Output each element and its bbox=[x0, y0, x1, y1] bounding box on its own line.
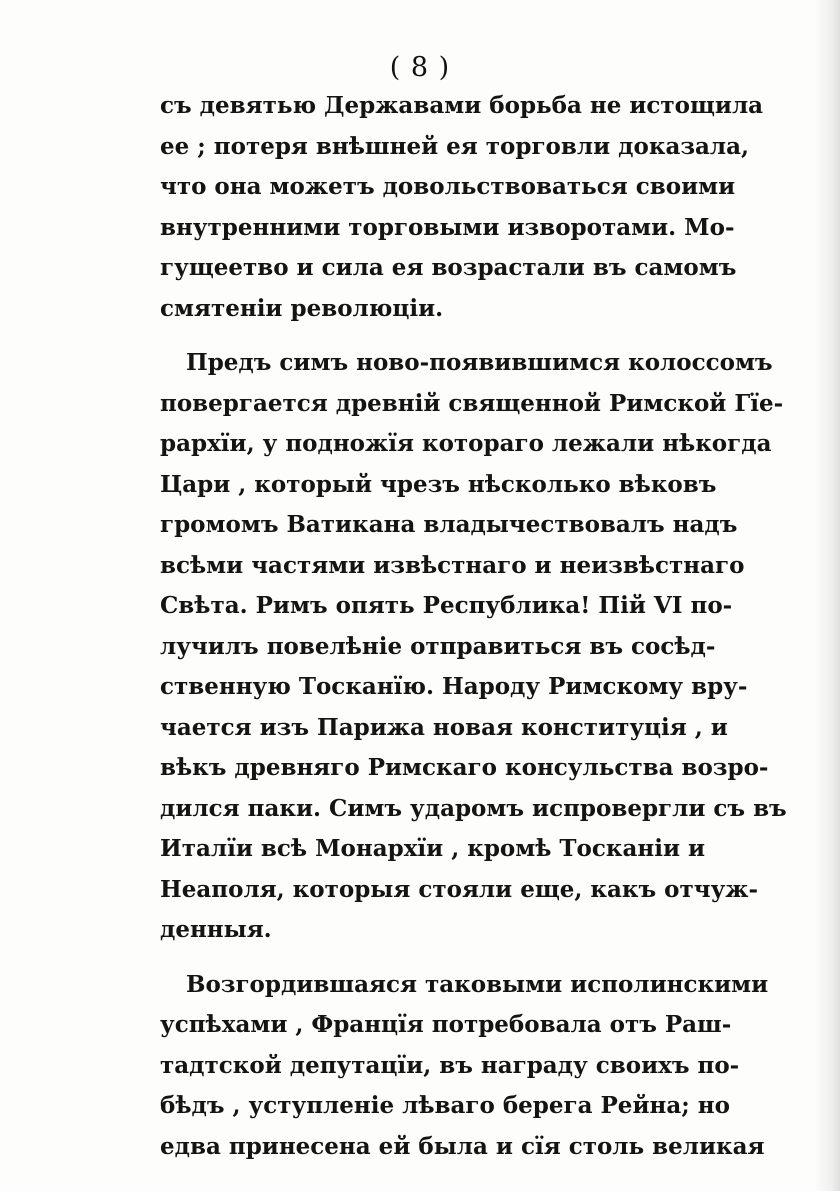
text-line: Возгордившаяся таковыми исполинскими bbox=[186, 970, 769, 998]
text-line: денныя. bbox=[160, 916, 272, 943]
page-edge-shadow bbox=[814, 0, 840, 1191]
paragraph bbox=[160, 86, 764, 329]
text-line: успѣхами , Францїя потребовала отъ Раш- bbox=[160, 1011, 732, 1038]
text-line: съ девятью Державами борьба не истощила bbox=[160, 92, 764, 119]
text-line: тадтской депутацїи, въ награду своихъ по- bbox=[160, 1051, 740, 1079]
text-line: рархїи, у подножїя котораго лежали нѣкогда bbox=[160, 430, 772, 457]
text-line: лучилъ повелѣніе отправиться въ сосѣд- bbox=[160, 632, 716, 660]
text-line: что она можетъ довольствоваться своими bbox=[160, 173, 736, 200]
text-line: ственную Тосканїю. Народу Римскому вру- bbox=[160, 673, 748, 700]
text-line: Предъ симъ ново-появившимся колоссомъ bbox=[186, 349, 773, 376]
text-line: бѣдъ , уступленіе лѣваго берега Рейна; но bbox=[160, 1092, 730, 1119]
body-text bbox=[160, 86, 787, 1167]
text-line: Италїи всѣ Монархїи , кромѣ Тосканіи и bbox=[160, 835, 706, 862]
paragraph bbox=[160, 343, 787, 951]
text-line: ее ; потеря внѣшней ея торговли доказала, bbox=[160, 132, 750, 160]
text-line: всѣми частями извѣстнаго и неизвѣстнаго bbox=[160, 551, 745, 579]
text-line: внутренними торговыми изворотами. Мо- bbox=[160, 213, 735, 241]
text-line: дился паки. Симъ ударомъ испровергли съ въ bbox=[160, 794, 787, 822]
text-line: громомъ Ватикана владычествовалъ надъ bbox=[160, 511, 738, 538]
paragraph bbox=[160, 965, 769, 1168]
text-line: вѣкъ древняго Римскаго консульства возро- bbox=[160, 754, 769, 781]
text-line: Цари , который чрезъ нѣсколько вѣковъ bbox=[160, 470, 717, 498]
text-line: повергается древній священной Римской Гїе- bbox=[160, 389, 784, 417]
page-number: ( 8 ) bbox=[389, 52, 451, 83]
text-line: Свѣта. Римъ опять Республика! Пій VI по- bbox=[160, 592, 733, 619]
text-line: Неаполя, которыя стояли еще, какъ отчуж- bbox=[160, 875, 759, 903]
text-line: гущеетво и сила ея возрастали въ самомъ bbox=[160, 254, 737, 281]
text-line: чается изъ Парижа новая конституція , и bbox=[160, 713, 728, 741]
text-line: едва принесена ей была и сїя столь великая bbox=[160, 1132, 765, 1160]
text-line: смятеніи революціи. bbox=[160, 294, 444, 322]
